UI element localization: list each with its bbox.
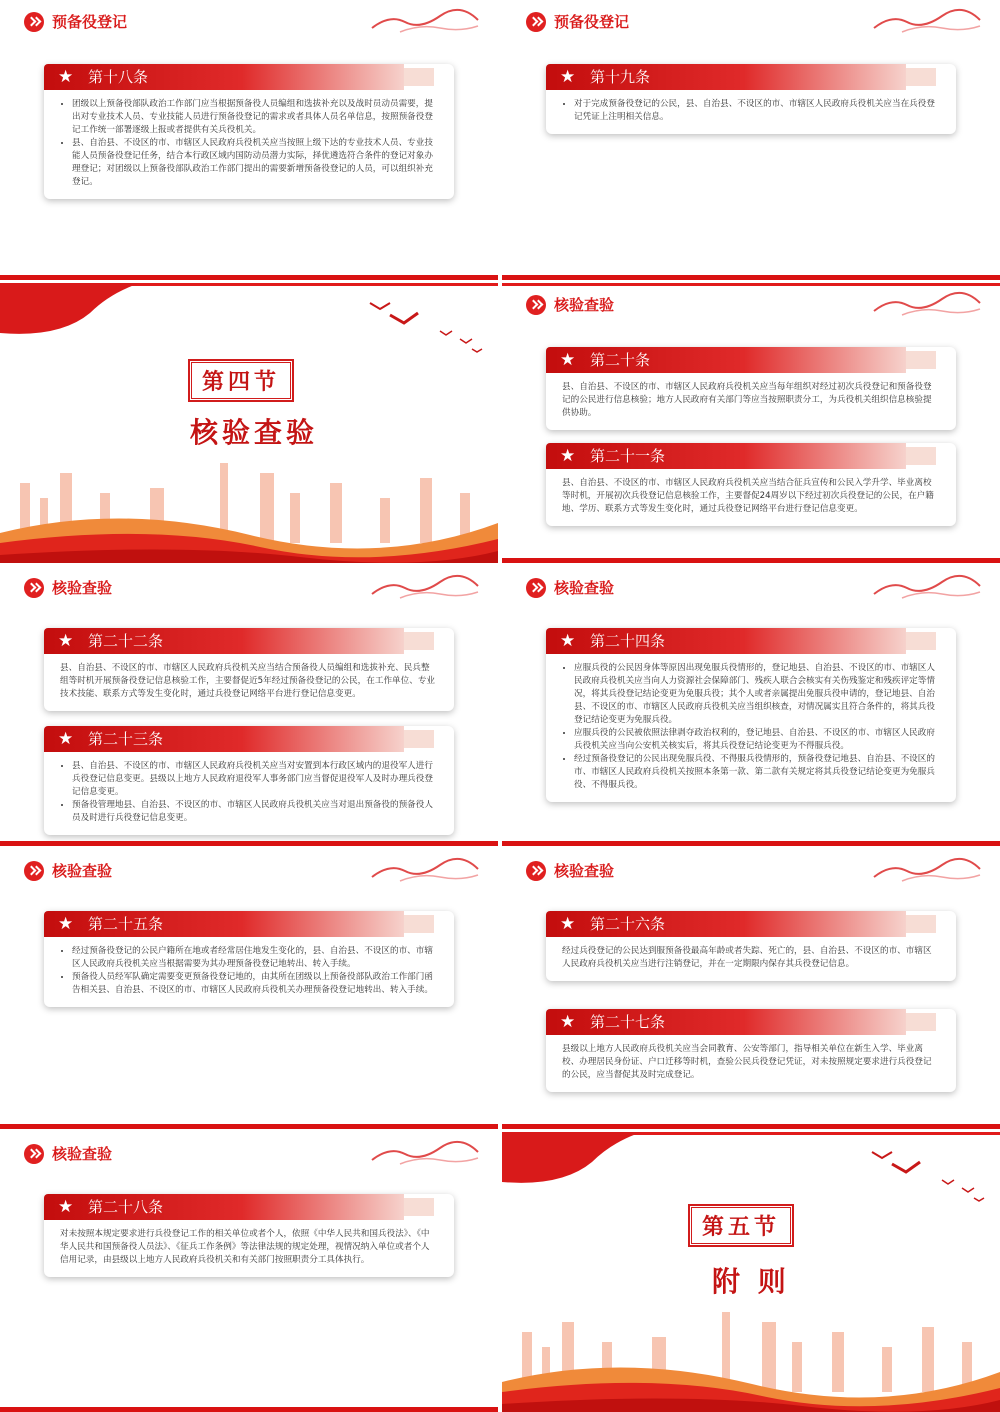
slide-9 [0, 1132, 498, 1412]
article-card [44, 911, 454, 1007]
slide-8 [502, 849, 1000, 1129]
great-wall-icon [872, 853, 982, 883]
section-label-box [688, 1204, 794, 1247]
great-wall-icon [872, 4, 982, 34]
star-icon: ★ [560, 914, 576, 934]
article-line: 经过兵役登记的公民达到服预备役最高年龄或者失踪、死亡的，县、自治县、不设区的市、市辖区人民政府兵役机关应当进行注销登记，并在一定期限内保存其兵役登记信息。 [562, 946, 932, 969]
article-title: 第十九条 [590, 68, 651, 86]
birds-icon [360, 293, 490, 363]
great-wall-icon [872, 287, 982, 317]
article-line: • 团级以上预备役部队政治工作部门应当根据预备役人员编组和选拔补充以及战时员动员需要，提出对专业技术人员、专业技能人员进行预备役登记的需求或者具体人员名单信息，按照预备役登记工作统一部署逐级上报或者提供有关兵役机关。 [72, 98, 438, 137]
article-line: • 经过预备役登记的公民户籍所在地或者经常居住地发生变化的，县、自治县、不设区的市、市辖区人民政府兵役机关应当根据需要为其办理预备役登记地转出、转入手续。 [72, 945, 438, 971]
double-chevron-icon [24, 12, 44, 32]
section-title: 附 则 [712, 1265, 790, 1298]
star-icon: ★ [58, 729, 74, 749]
article-card [44, 628, 454, 711]
section-label-box [188, 359, 294, 402]
article-line: • 应服兵役的公民被依照法律剥夺政治权利的，登记地县、自治县、不设区的市、市辖区人民政府兵役机关应当向公安机关核实后，将其兵役登记结论变更为不得服兵役。 [574, 727, 940, 753]
great-wall-icon [370, 570, 480, 600]
great-wall-icon [370, 4, 480, 34]
slide-4 [502, 283, 1000, 563]
article-card [546, 1009, 956, 1092]
slide-2 [502, 0, 1000, 280]
double-chevron-icon [526, 12, 546, 32]
article-card [546, 443, 956, 526]
article-card [546, 628, 956, 802]
article-card [44, 1194, 454, 1277]
city-skyline-wave [502, 1292, 1000, 1412]
star-icon: ★ [560, 446, 576, 466]
flag-icon [502, 1132, 642, 1192]
double-chevron-icon [24, 1144, 44, 1164]
slide-header: 核验查验 [52, 579, 113, 597]
article-line: • 应服兵役的公民因身体等原因出现免服兵役情形的，登记地县、自治县、不设区的市、市辖区人民政府兵役机关应当向人力资源社会保障部门、残疾人联合会核实有关伤残鉴定和残疾评定等情况，将其兵役登记结论变更为免服兵役；其个人或者亲属提出免服兵役申请的，登记地县、自治县、不设区的市、市辖区人民政府兵役机关应当组织核查，对情况属实且符合条件的，将其兵役登记结论变更为免服兵役。 [574, 662, 940, 727]
section-cover-5 [502, 1132, 1000, 1412]
slide-header: 预备役登记 [52, 13, 128, 31]
article-line: • 预备役人员经军队确定需要变更预备役登记地的，由其所在团级以上预备役部队政治工作部门函告相关县、自治县、不设区的市、市辖区人民政府兵役机关办理预备役登记地转出、转入手续。 [72, 971, 438, 997]
double-chevron-icon [24, 861, 44, 881]
section-title: 核验查验 [190, 416, 319, 449]
article-line: • 县、自治县、不设区的市、市辖区人民政府兵役机关应当按照上级下达的专业技术人员、专业技能人员预备役登记任务，结合本行政区域内国防动员潜力实际，择优遴选符合条件的登记对象办理登记；对团级以上预备役部队政治工作部门提出的需要新增预备役登记的人员，可以组织补充登记。 [72, 137, 438, 189]
article-line: • 预备役管理地县、自治县、不设区的市、市辖区人民政府兵役机关应当对退出预备役的预备役人员及时进行兵役登记信息变更。 [72, 799, 438, 825]
article-line: 县、自治县、不设区的市、市辖区人民政府兵役机关应当结合征兵宣传和公民入学升学、毕业离校等时机，开展初次兵役登记信息核验工作，主要督促24周岁以下经过初次兵役登记的公民，在户籍地、学历、联系方式等发生变化时，通过兵役登记网络平台进行登记信息变更。 [562, 478, 934, 514]
article-title: 第二十二条 [88, 632, 164, 650]
star-icon: ★ [58, 914, 74, 934]
double-chevron-icon [526, 861, 546, 881]
article-card [546, 347, 956, 430]
star-icon: ★ [560, 631, 576, 651]
article-line: 对未按照本规定要求进行兵役登记工作的相关单位或者个人，依照《中华人民共和国兵役法》、《中华人民共和国预备役人员法》、《征兵工作条例》等法律法规的规定处理，视情况纳入单位或者个人信用记录，由县级以上地方人民政府兵役机关和有关部门按照职责分工具体执行。 [60, 1229, 430, 1265]
article-title: 第十八条 [88, 68, 149, 86]
slide-header: 预备役登记 [554, 13, 630, 31]
city-skyline-wave [0, 443, 498, 563]
article-line: • 经过预备役登记的公民出现免服兵役、不得服兵役情形的，预备役登记地县、自治县、不设区的市、市辖区人民政府兵役机关按照本条第一款、第二款有关规定将其兵役登记结论变更为免服兵役、不得服兵役。 [574, 753, 940, 792]
slide-7 [0, 849, 498, 1129]
article-title: 第二十五条 [88, 915, 164, 933]
double-chevron-icon [526, 578, 546, 598]
star-icon: ★ [560, 350, 576, 370]
star-icon: ★ [58, 631, 74, 651]
article-card [44, 726, 454, 835]
slide-header: 核验查验 [554, 579, 615, 597]
slide-header: 核验查验 [52, 862, 113, 880]
article-title: 第二十七条 [590, 1013, 666, 1031]
article-line: 县级以上地方人民政府兵役机关应当会同教育、公安等部门，指导相关单位在新生入学、毕业离校、办理居民身份证、户口迁移等时机，查验公民兵役登记凭证，对未按照规定要求进行兵役登记的公民，应当督促其及时完成登记。 [562, 1044, 932, 1080]
section-label: 第五节 [691, 1207, 791, 1244]
article-card [546, 911, 956, 981]
article-title: 第二十三条 [88, 730, 164, 748]
section-cover-4 [0, 283, 498, 563]
slide-1 [0, 0, 498, 280]
slide-5 [0, 566, 498, 846]
flag-icon [0, 283, 140, 343]
star-icon: ★ [560, 1012, 576, 1032]
great-wall-icon [370, 853, 480, 883]
great-wall-icon [370, 1136, 480, 1166]
double-chevron-icon [24, 578, 44, 598]
article-title: 第二十一条 [590, 447, 666, 465]
article-line: 县、自治县、不设区的市、市辖区人民政府兵役机关应当每年组织对经过初次兵役登记和预备役登记的公民进行信息核验；地方人民政府有关部门等应当按照职责分工，为兵役机关组织信息核验提供协助。 [562, 382, 932, 418]
double-chevron-icon [526, 295, 546, 315]
star-icon: ★ [58, 67, 74, 87]
article-line: • 对于完成预备役登记的公民，县、自治县、不设区的市、市辖区人民政府兵役机关应当在兵役登记凭证上注明相关信息。 [574, 98, 940, 124]
article-line: 县、自治县、不设区的市、市辖区人民政府兵役机关应当结合预备役人员编组和选拔补充、民兵整组等时机开展预备役登记信息核验工作，主要督促近5年经过预备役登记的公民，在工作单位、专业技术技能、联系方式等发生变化时，通过兵役登记网络平台进行登记信息变更。 [60, 663, 436, 699]
article-title: 第二十八条 [88, 1198, 164, 1216]
article-title: 第二十四条 [590, 632, 666, 650]
star-icon: ★ [58, 1197, 74, 1217]
article-title: 第二十六条 [590, 915, 666, 933]
article-title: 第二十条 [590, 351, 651, 369]
slide-header: 核验查验 [52, 1145, 113, 1163]
great-wall-icon [872, 570, 982, 600]
slide-header: 核验查验 [554, 862, 615, 880]
article-line: • 县、自治县、不设区的市、市辖区人民政府兵役机关应当对安置到本行政区域内的退役军人进行兵役登记信息变更。县级以上地方人民政府退役军人事务部门应当督促退役军人及时办理兵役登记信息变更。 [72, 760, 438, 799]
star-icon: ★ [560, 67, 576, 87]
slide-6 [502, 566, 1000, 846]
section-label: 第四节 [191, 362, 291, 399]
article-card [44, 64, 454, 199]
article-card [546, 64, 956, 134]
birds-icon [862, 1142, 992, 1212]
slide-header: 核验查验 [554, 296, 615, 314]
